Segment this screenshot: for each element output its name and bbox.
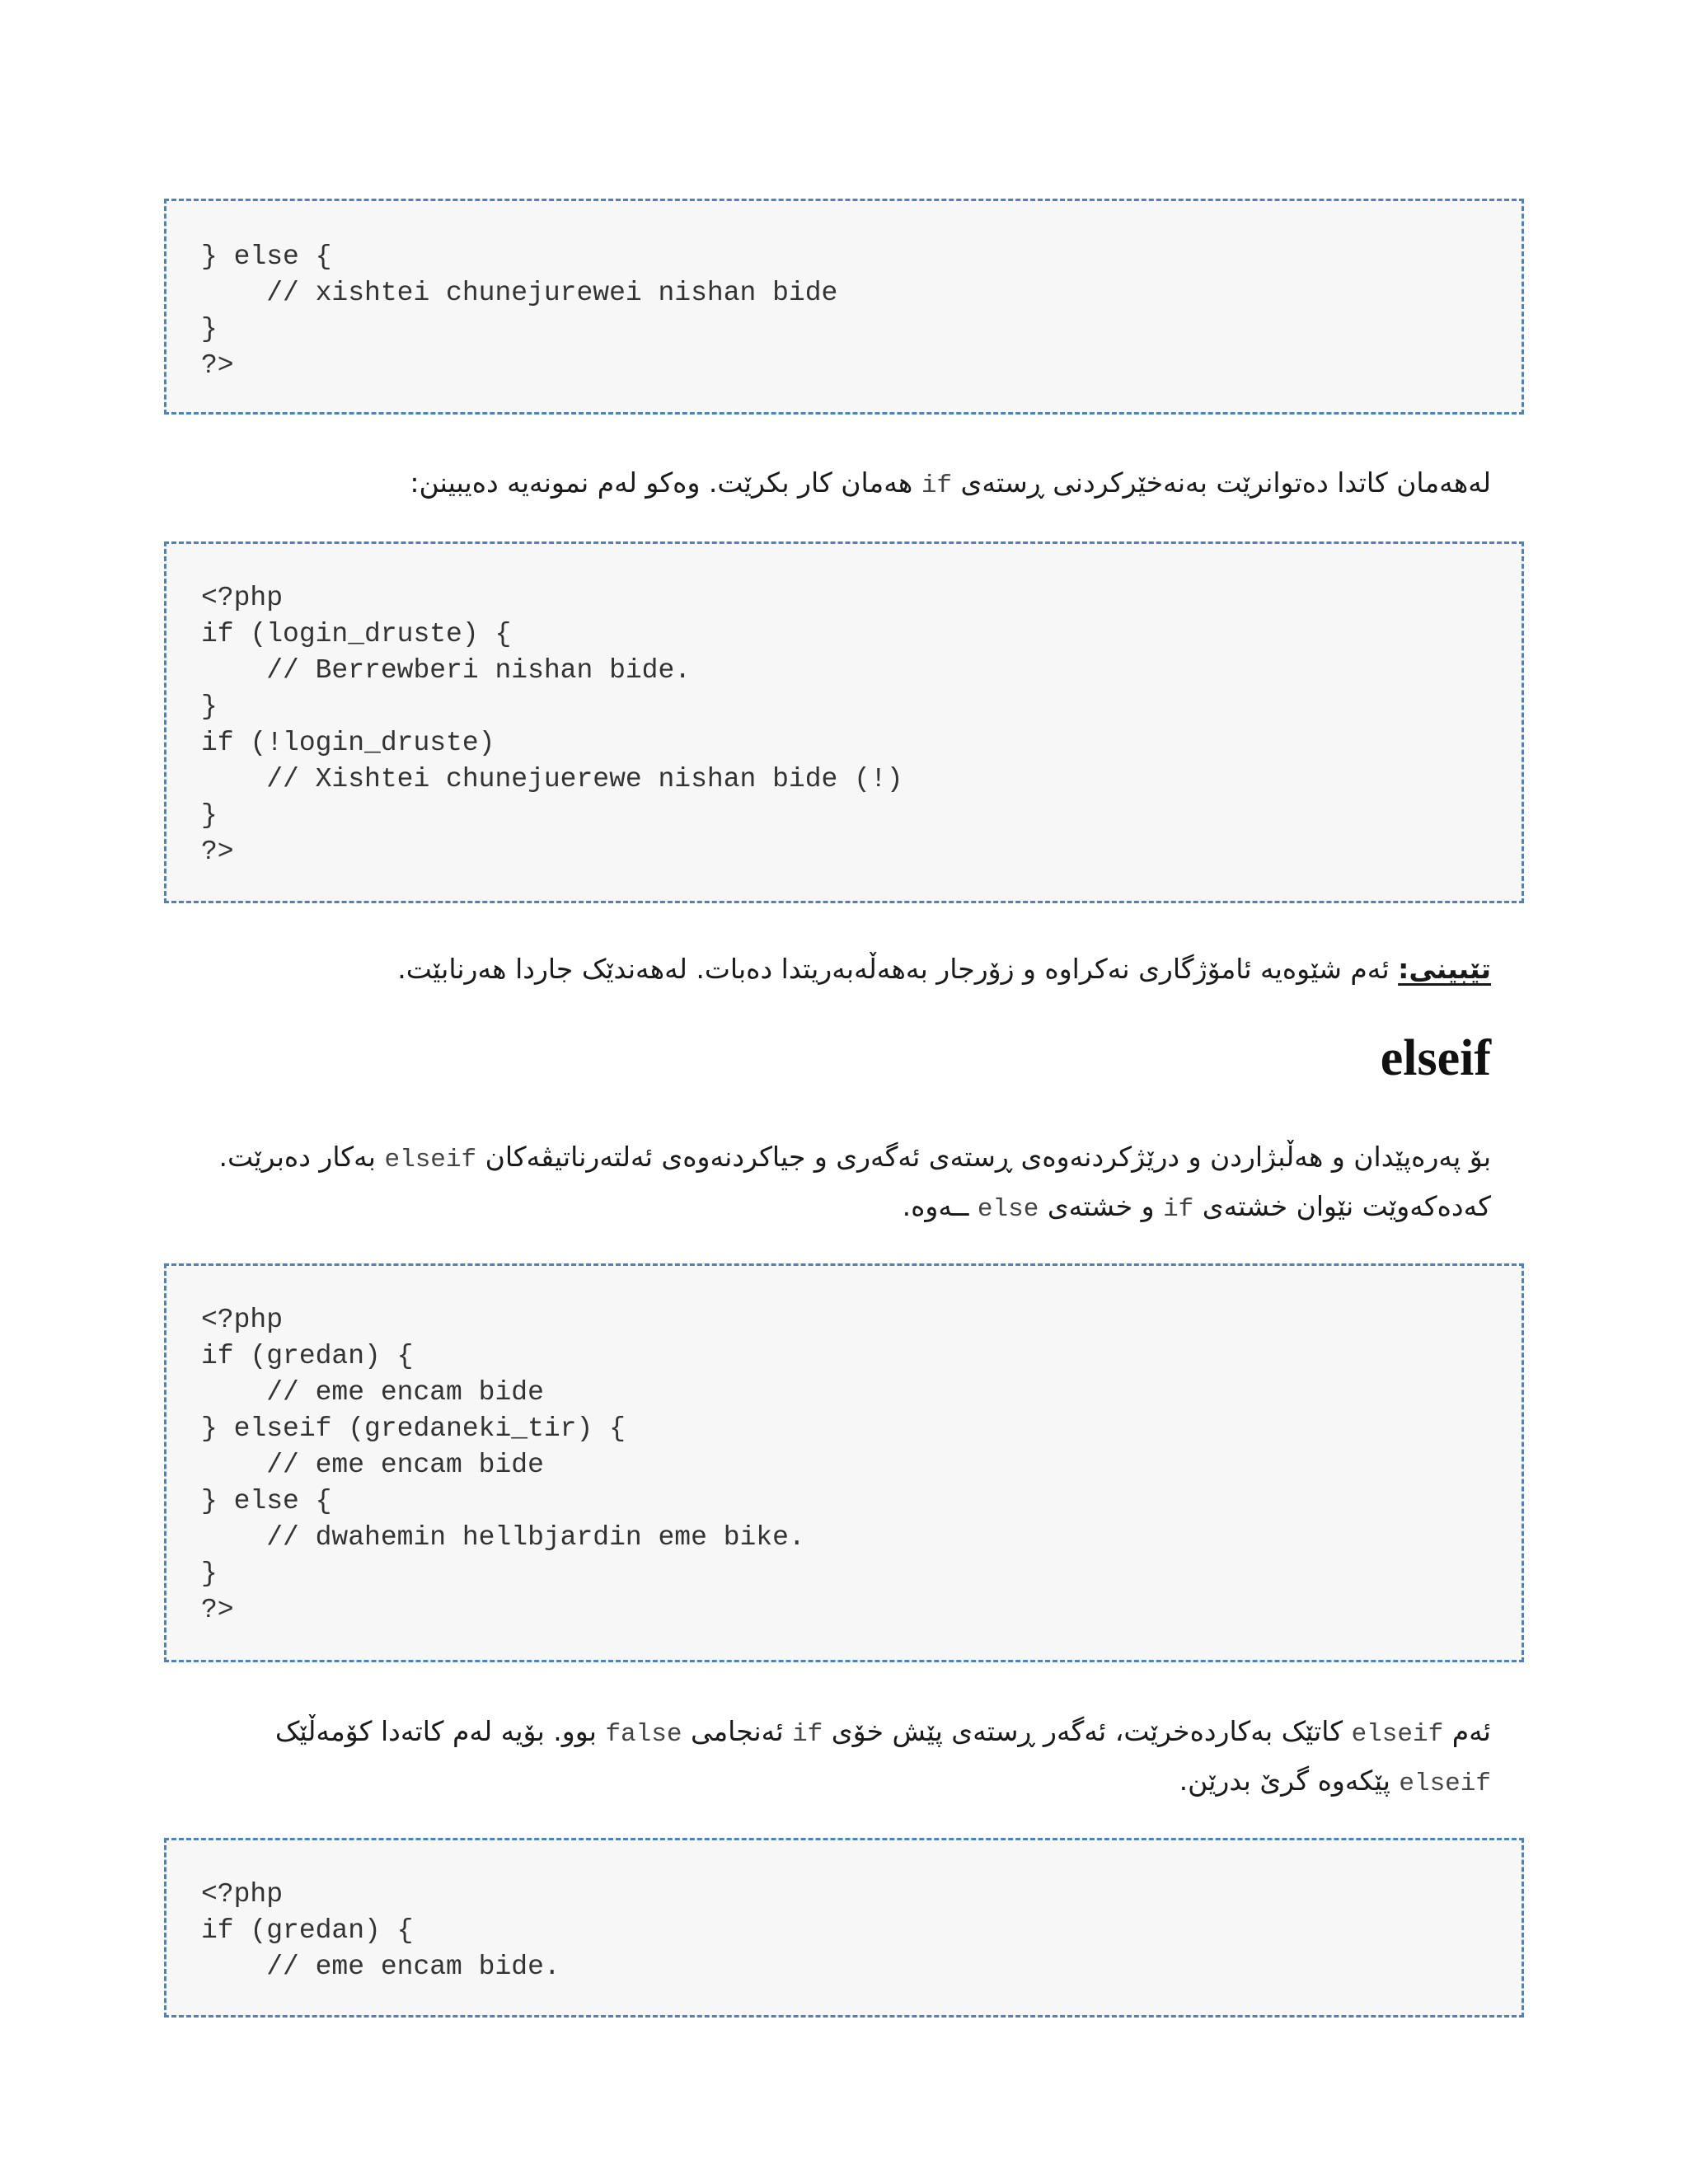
paragraph-elseif-intro-line1: [218, 1132, 1491, 1185]
code-block-else-end: } else { // xishtei chunejurewei nishan bide } ?>: [164, 199, 1524, 415]
elseif-intro-text-3: کەدەکەوێت نێوان خشتەی: [1202, 1190, 1491, 1222]
code-block-elseif-example: <?php if (gredan) { // eme encam bide } elseif (gredaneki_tir) { // eme encam bide } else { // dwahemin hellbjardin eme bike. } ?>: [164, 1263, 1524, 1662]
paragraph-negation-after: هەمان کار بکرێت. وەکو لەم نمونەیە دەیبینن:: [410, 466, 913, 499]
paragraph-elseif-usage-line1: [275, 1707, 1491, 1760]
note-label: تێبینی:: [1398, 953, 1491, 985]
inline-code-false: false: [605, 1720, 682, 1749]
note-paragraph: [397, 944, 1491, 994]
inline-code-if-3: if: [792, 1720, 823, 1749]
paragraph-elseif-usage-line2: [1179, 1756, 1491, 1809]
inline-code-if-2: if: [1163, 1195, 1194, 1224]
inline-code-elseif-3: elseif: [1399, 1769, 1491, 1798]
inline-code-elseif: elseif: [384, 1146, 477, 1174]
code-block-elseif-chain-start: <?php if (gredan) { // eme encam bide.: [164, 1838, 1524, 2018]
section-heading-elseif: elseif: [1380, 1030, 1491, 1086]
usage-text-5: پێکەوە گرێ بدرێن.: [1179, 1765, 1390, 1797]
elseif-intro-text-1: بۆ پەرەپێدان و هەڵبژاردن و درێژکردنەوەی ڕستەی ئەگەری و جیاکردنەوەی ئەلتەرناتیڤەکان: [485, 1141, 1491, 1173]
paragraph-negation-before: لەهەمان کاتدا دەتوانرێت بەنەخێرکردنی ڕستەی: [960, 466, 1491, 499]
usage-text-4: بوو. بۆیە لەم کاتەدا کۆمەڵێک: [274, 1715, 597, 1747]
usage-text-3: ئەنجامی: [690, 1715, 784, 1747]
paragraph-elseif-intro-line2: [903, 1182, 1491, 1235]
usage-text-1: ئەم: [1451, 1715, 1491, 1747]
usage-text-2: کاتێک بەکاردەخرێت، ئەگەر ڕستەی پێش خۆی: [831, 1715, 1343, 1747]
elseif-intro-text-4: و خشتەی: [1047, 1190, 1155, 1222]
code-block-negation-example: <?php if (login_druste) { // Berrewberi nishan bide. } if (!login_druste) // Xishtei chunejuerewe nishan bide (!) } ?>: [164, 541, 1524, 903]
note-text: ئەم شێوەیە ئامۆژگاری نەکراوە و زۆرجار بەهەڵەبەریتدا دەبات. لەهەندێک جاردا هەرنابێت.: [397, 953, 1390, 985]
inline-code-if: if: [921, 471, 953, 500]
paragraph-negation: [410, 458, 1491, 511]
elseif-intro-text-2: بەکار دەبرێت.: [218, 1141, 376, 1173]
inline-code-elseif-2: elseif: [1351, 1720, 1444, 1749]
inline-code-else: else: [977, 1195, 1039, 1224]
elseif-intro-text-5: ــەوە.: [902, 1190, 969, 1222]
